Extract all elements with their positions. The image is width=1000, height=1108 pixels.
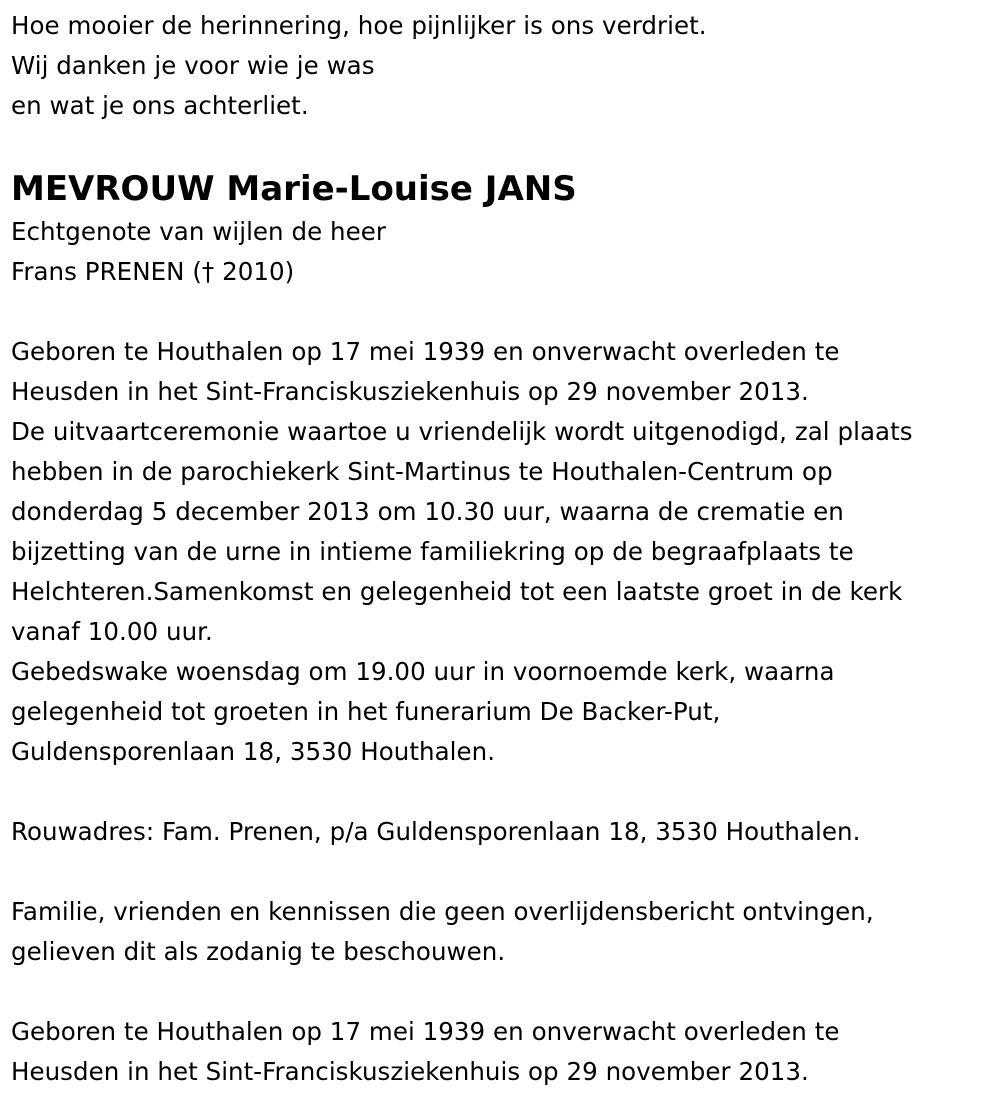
spacer: [11, 292, 996, 332]
spouse-line: Frans PRENEN († 2010): [11, 257, 295, 286]
announcement-line: Gebedswake woensdag om 19.00 uur in voornoemde kerk, waarna: [11, 657, 835, 686]
announcement-line: Guldensporenlaan 18, 3530 Houthalen.: [11, 737, 496, 766]
announcement-line: Helchteren.Samenkomst en gelegenheid tot een laatste groet in de kerk: [11, 577, 903, 606]
obituary-document: [11, 6, 996, 1092]
mourning-address: Rouwadres: Fam. Prenen, p/a Guldensporenlaan 18, 3530 Houthalen.: [11, 817, 861, 846]
notice-line: gelieven dit als zodanig te beschouwen.: [11, 937, 506, 966]
announcement-line: gelegenheid tot groeten in het funerarium De Backer-Put,: [11, 697, 721, 726]
announcement: [11, 332, 996, 772]
spacer: [11, 972, 996, 1012]
announcement-line: De uitvaartceremonie waartoe u vriendelijk wordt uitgenodigd, zal plaats: [11, 417, 913, 446]
announcement-line: bijzetting van de urne in intieme familiekring op de begraafplaats te: [11, 537, 854, 566]
repeat-line: Geboren te Houthalen op 17 mei 1939 en onverwacht overleden te: [11, 1017, 840, 1046]
notice-line: Familie, vrienden en kennissen die geen overlijdensbericht ontvingen,: [11, 897, 874, 926]
announcement-line: hebben in de parochiekerk Sint-Martinus te Houthalen-Centrum op: [11, 457, 833, 486]
verse: [11, 6, 996, 126]
announcement-line: vanaf 10.00 uur.: [11, 617, 213, 646]
repeat-line: Heusden in het Sint-Franciskusziekenhuis op 29 november 2013.: [11, 1057, 809, 1086]
verse-line: Wij danken je voor wie je was: [11, 51, 375, 80]
verse-line: Hoe mooier de herinnering, hoe pijnlijker is ons verdriet.: [11, 11, 707, 40]
spacer: [11, 772, 996, 812]
announcement-line: Heusden in het Sint-Franciskusziekenhuis op 29 november 2013.: [11, 377, 809, 406]
repeat-announcement: [11, 1012, 996, 1092]
announcement-line: donderdag 5 december 2013 om 10.30 uur, waarna de crematie en: [11, 497, 844, 526]
verse-line: en wat je ons achterliet.: [11, 91, 309, 120]
notice: [11, 892, 996, 972]
deceased-name: MEVROUW Marie-Louise JANS: [11, 169, 577, 209]
spacer: [11, 852, 996, 892]
announcement-line: Geboren te Houthalen op 17 mei 1939 en onverwacht overleden te: [11, 337, 840, 366]
spouse-line: Echtgenote van wijlen de heer: [11, 217, 386, 246]
